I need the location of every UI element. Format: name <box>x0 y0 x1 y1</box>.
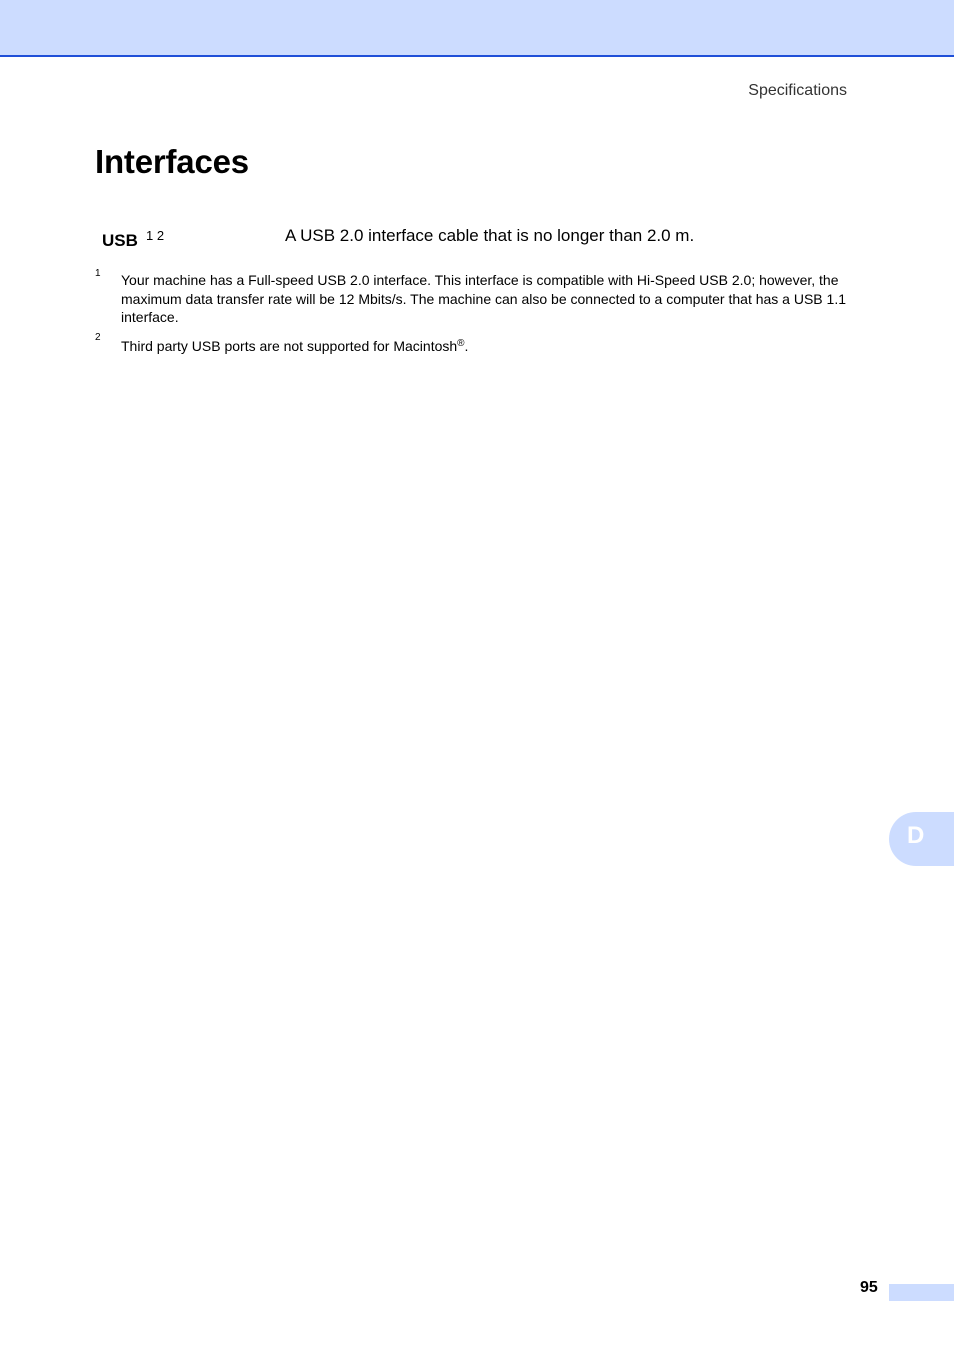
running-header: Specifications <box>748 82 847 99</box>
footnote-mark: 1 <box>95 268 101 279</box>
page-number-bar <box>889 1284 954 1301</box>
spec-value: A USB 2.0 interface cable that is no longer than 2.0 m. <box>285 226 695 245</box>
footnote-end: . <box>464 338 469 354</box>
footnote-refs: 1 2 <box>146 228 165 243</box>
page-title: Interfaces <box>95 143 249 180</box>
footnote-text: Third party USB ports are not supported for Macintosh <box>121 338 458 354</box>
spec-label: USB <box>102 231 138 250</box>
header-band <box>0 0 954 57</box>
page-number: 95 <box>860 1279 878 1296</box>
footnote-mark: 2 <box>95 332 101 343</box>
chapter-tab-letter: D <box>907 822 925 849</box>
footnote-text-wrapper <box>121 335 880 356</box>
footnote-text: Your machine has a Full-speed USB 2.0 interface. This interface is compatible with Hi-Speed USB 2.0; however, the maximum data transfer rate will be 12 Mbits/s. The machine can also be connected to a computer that has a USB 1.1 interface. <box>121 272 846 325</box>
chapter-tab <box>889 812 954 866</box>
spec-row-usb <box>102 224 882 256</box>
registered-mark: ® <box>457 338 465 349</box>
footnote-2 <box>95 332 880 356</box>
footnote-1 <box>95 268 880 327</box>
